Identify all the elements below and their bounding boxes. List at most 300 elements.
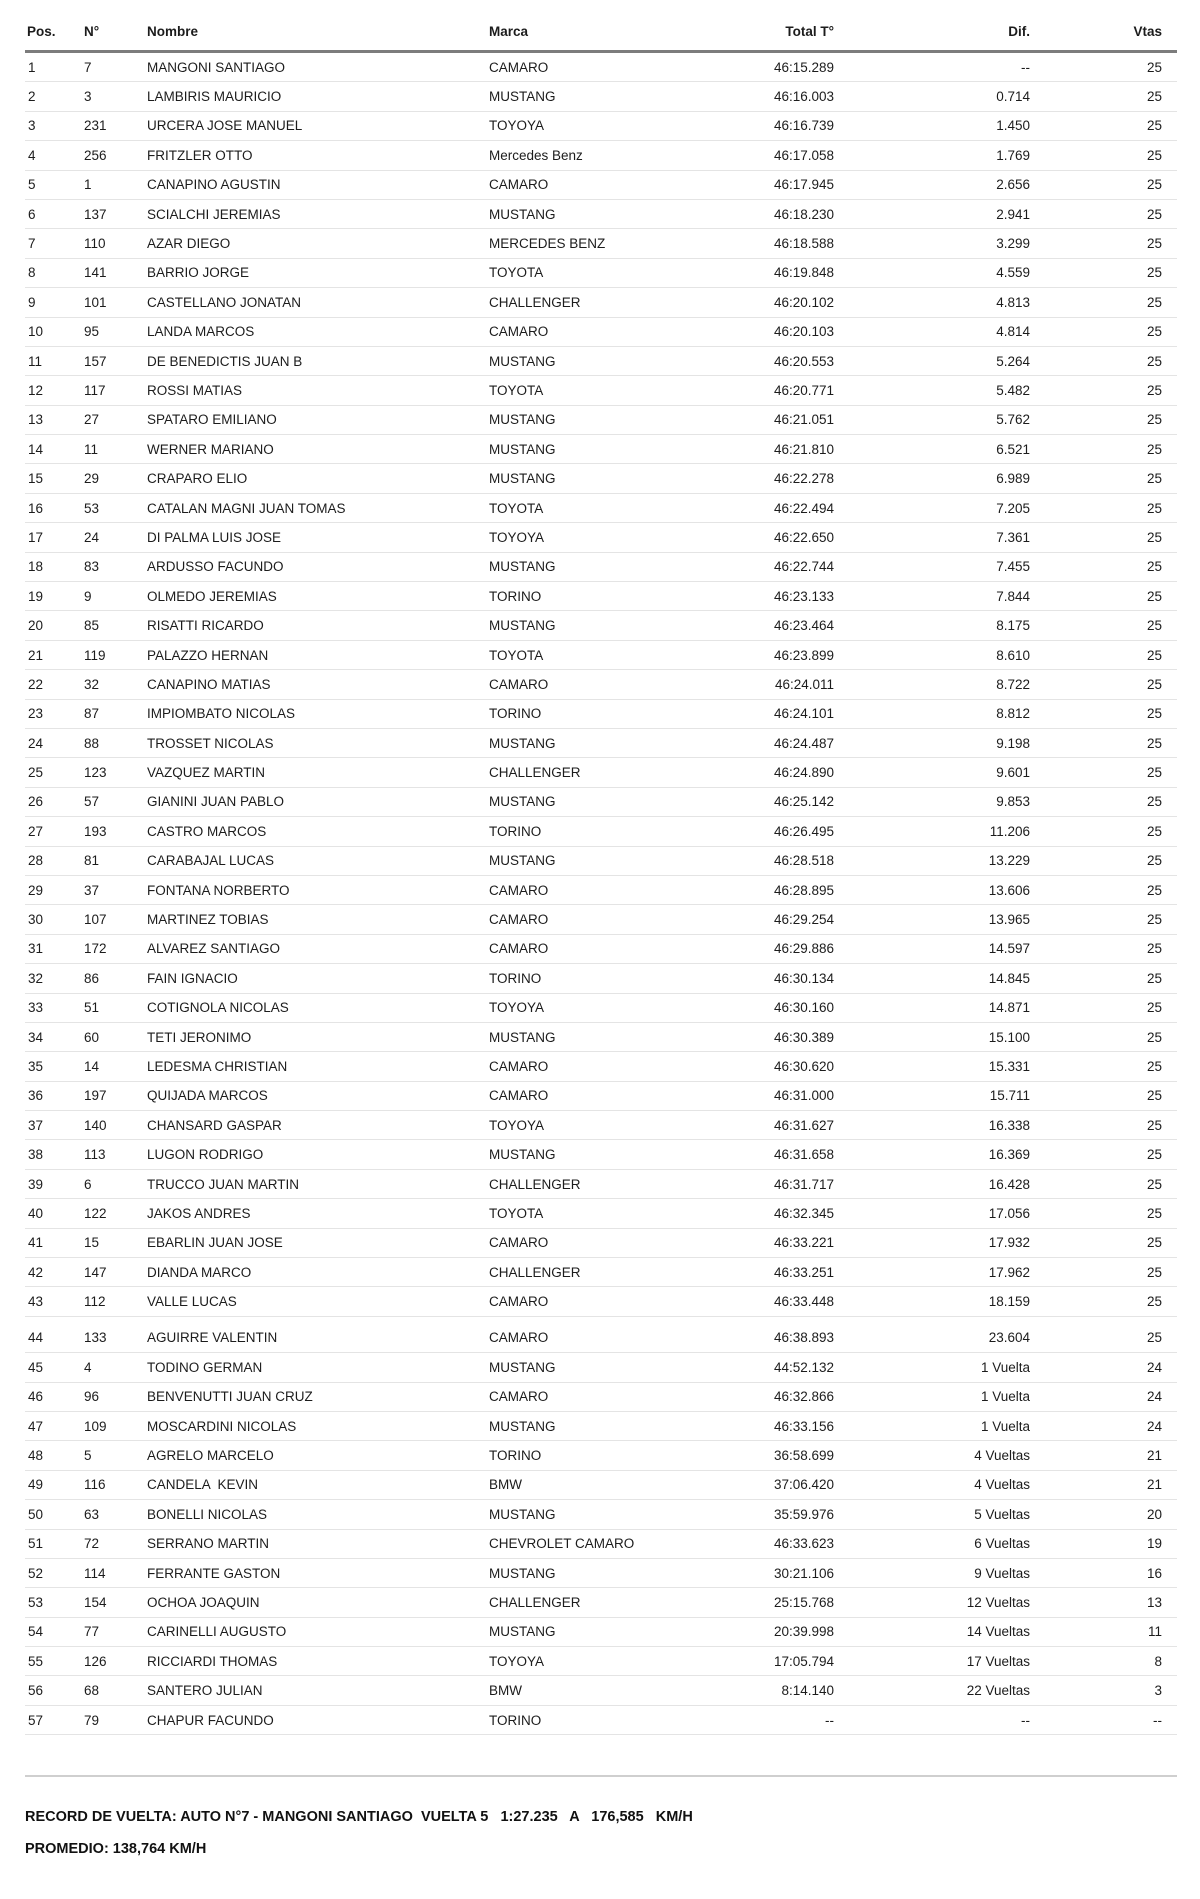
cell-marca: CAMARO	[489, 1294, 549, 1310]
cell-total: 46:30.389	[773, 1029, 834, 1045]
cell-pos: 4	[28, 147, 36, 163]
cell-marca: CAMARO	[489, 59, 549, 75]
cell-total: 46:31.627	[773, 1117, 834, 1133]
table-row	[25, 112, 1177, 141]
cell-total: 44:52.132	[773, 1359, 834, 1375]
cell-nombre: TODINO GERMAN	[147, 1359, 263, 1375]
cell-num: 83	[84, 559, 100, 575]
cell-pos: 22	[28, 676, 44, 692]
cell-dif: 17.932	[988, 1235, 1030, 1251]
table-row	[25, 1647, 1177, 1676]
cell-num: 85	[84, 618, 100, 634]
bottom-divider	[25, 1775, 1177, 1777]
cell-dif: 9 Vueltas	[974, 1565, 1030, 1581]
cell-num: 133	[84, 1330, 107, 1346]
cell-num: 3	[84, 89, 92, 105]
table-row	[25, 1353, 1177, 1382]
table-row	[25, 1052, 1177, 1081]
cell-marca: Mercedes Benz	[489, 147, 583, 163]
cell-num: 109	[84, 1418, 107, 1434]
cell-vtas: 25	[1146, 1264, 1162, 1280]
cell-pos: 24	[28, 735, 44, 751]
cell-pos: 12	[28, 382, 44, 398]
table-row	[25, 1471, 1177, 1500]
cell-pos: 35	[28, 1058, 44, 1074]
cell-dif: 14.845	[988, 970, 1030, 986]
cell-num: 87	[84, 706, 100, 722]
cell-pos: 10	[28, 324, 44, 340]
cell-pos: 6	[28, 206, 36, 222]
cell-marca: MUSTANG	[489, 441, 556, 457]
table-row	[25, 582, 1177, 611]
cell-nombre: OLMEDO JEREMIAS	[147, 588, 277, 604]
cell-dif: 13.606	[988, 882, 1030, 898]
cell-marca: CAMARO	[489, 912, 549, 928]
table-row	[25, 435, 1177, 464]
cell-pos: 40	[28, 1205, 44, 1221]
column-header-nombre: Nombre	[147, 24, 199, 39]
lap-record-line: RECORD DE VUELTA: AUTO N°7 - MANGONI SANTIAGO VUELTA 5 1:27.235 A 176,585 KM/H	[25, 1809, 693, 1826]
cell-dif: 14.597	[988, 941, 1030, 957]
cell-marca: CAMARO	[489, 882, 549, 898]
cell-pos: 17	[28, 529, 44, 545]
cell-nombre: CARINELLI AUGUSTO	[147, 1624, 287, 1640]
cell-nombre: CANAPINO MATIAS	[147, 676, 271, 692]
table-row	[25, 1229, 1177, 1258]
cell-pos: 9	[28, 294, 36, 310]
cell-dif: 9.198	[996, 735, 1030, 751]
cell-vtas: 25	[1146, 1330, 1162, 1346]
cell-total: 37:06.420	[773, 1477, 834, 1493]
cell-vtas: 25	[1146, 970, 1162, 986]
cell-pos: 55	[28, 1653, 44, 1669]
cell-vtas: 25	[1146, 1029, 1162, 1045]
cell-dif: 8.812	[996, 706, 1030, 722]
cell-dif: 6.521	[996, 441, 1030, 457]
cell-vtas: 11	[1147, 1624, 1162, 1640]
cell-total: 46:23.899	[773, 647, 834, 663]
column-header-pos: Pos.	[27, 24, 56, 39]
cell-nombre: BENVENUTTI JUAN CRUZ	[147, 1389, 313, 1405]
cell-pos: 14	[28, 441, 44, 457]
cell-dif: 4.814	[996, 324, 1030, 340]
cell-total: 46:23.464	[773, 618, 834, 634]
cell-vtas: 25	[1146, 735, 1162, 751]
cell-marca: TORINO	[489, 823, 542, 839]
table-row	[25, 876, 1177, 905]
cell-total: 46:33.251	[773, 1264, 834, 1280]
cell-marca: CHALLENGER	[489, 1176, 581, 1192]
cell-total: 46:24.890	[773, 765, 834, 781]
cell-vtas: 25	[1146, 706, 1162, 722]
column-header-dif: Dif.	[1008, 24, 1030, 39]
cell-nombre: RICCIARDI THOMAS	[147, 1653, 278, 1669]
cell-dif: 17 Vueltas	[966, 1653, 1030, 1669]
cell-num: 96	[84, 1389, 100, 1405]
cell-total: 46:33.448	[773, 1294, 834, 1310]
cell-marca: TOYOTA	[489, 1205, 544, 1221]
table-row	[25, 935, 1177, 964]
cell-num: 112	[84, 1294, 106, 1310]
cell-pos: 23	[28, 706, 44, 722]
cell-marca: MUSTANG	[489, 1418, 556, 1434]
cell-nombre: CANDELA KEVIN	[147, 1477, 259, 1493]
cell-pos: 54	[28, 1624, 44, 1640]
cell-nombre: JAKOS ANDRES	[147, 1205, 251, 1221]
cell-marca: CAMARO	[489, 1330, 549, 1346]
cell-marca: MUSTANG	[489, 353, 556, 369]
cell-num: 53	[84, 500, 100, 516]
table-row	[25, 171, 1177, 200]
cell-marca: MUSTANG	[489, 1147, 556, 1163]
table-row	[25, 758, 1177, 787]
cell-vtas: 21	[1146, 1477, 1162, 1493]
cell-nombre: DI PALMA LUIS JOSE	[147, 529, 282, 545]
table-row	[25, 523, 1177, 552]
cell-nombre: VAZQUEZ MARTIN	[147, 765, 266, 781]
cell-total: 46:31.658	[773, 1147, 834, 1163]
cell-nombre: EBARLIN JUAN JOSE	[147, 1235, 283, 1251]
table-row	[25, 1618, 1177, 1647]
average-speed-line: PROMEDIO: 138,764 KM/H	[25, 1841, 207, 1858]
table-row	[25, 200, 1177, 229]
cell-vtas: 25	[1146, 1000, 1162, 1016]
cell-nombre: ARDUSSO FACUNDO	[147, 559, 284, 575]
cell-dif: 1 Vuelta	[980, 1359, 1030, 1375]
cell-num: 5	[84, 1448, 92, 1464]
cell-total: 46:33.221	[773, 1235, 834, 1251]
cell-pos: 41	[28, 1235, 44, 1251]
cell-marca: MUSTANG	[489, 89, 556, 105]
cell-nombre: FAIN IGNACIO	[147, 970, 238, 986]
cell-marca: CHALLENGER	[489, 1595, 581, 1610]
cell-pos: 48	[28, 1448, 44, 1464]
cell-marca: CAMARO	[489, 941, 549, 957]
table-row	[25, 464, 1177, 493]
cell-num: 114	[84, 1565, 106, 1581]
cell-vtas: 25	[1146, 1117, 1162, 1133]
table-row	[25, 406, 1177, 435]
cell-dif: 15.711	[989, 1088, 1030, 1104]
cell-num: 95	[84, 324, 100, 340]
cell-dif: 9.853	[996, 794, 1030, 810]
table-row	[25, 1287, 1177, 1316]
cell-nombre: CASTELLANO JONATAN	[147, 294, 302, 310]
cell-total: 46:15.289	[773, 59, 834, 75]
table-row	[25, 141, 1177, 170]
cell-vtas: 25	[1146, 441, 1162, 457]
table-row	[25, 670, 1177, 699]
cell-pos: 26	[28, 794, 44, 810]
cell-marca: CAMARO	[489, 1235, 549, 1251]
table-row	[25, 1441, 1177, 1470]
cell-vtas: 25	[1146, 794, 1162, 810]
cell-pos: 16	[28, 500, 44, 516]
cell-num: 107	[84, 912, 107, 928]
cell-num: 141	[84, 265, 107, 281]
cell-nombre: QUIJADA MARCOS	[147, 1088, 268, 1104]
cell-marca: MUSTANG	[489, 1565, 556, 1581]
cell-total: 46:22.494	[773, 500, 834, 516]
cell-total: 46:23.133	[773, 588, 834, 604]
cell-num: 15	[84, 1235, 100, 1251]
cell-pos: 32	[28, 970, 44, 986]
cell-marca: TOYOYA	[489, 1000, 545, 1016]
cell-num: 72	[84, 1536, 100, 1552]
cell-marca: MUSTANG	[489, 559, 556, 575]
cell-nombre: AGRELO MARCELO	[147, 1448, 274, 1464]
cell-marca: MUSTANG	[489, 206, 556, 222]
cell-nombre: SANTERO JULIAN	[147, 1683, 263, 1699]
cell-pos: 33	[28, 1000, 44, 1016]
cell-pos: 39	[28, 1176, 44, 1192]
cell-pos: 49	[28, 1477, 44, 1493]
cell-vtas: 25	[1146, 853, 1162, 869]
table-row	[25, 1111, 1177, 1140]
cell-num: 81	[84, 853, 100, 869]
cell-total: 46:33.623	[773, 1536, 834, 1552]
cell-dif: 15.331	[988, 1058, 1030, 1074]
cell-num: 1	[84, 177, 92, 193]
cell-nombre: COTIGNOLA NICOLAS	[147, 1000, 289, 1016]
cell-pos: 36	[28, 1088, 44, 1104]
table-row	[25, 1023, 1177, 1052]
table-row	[25, 1412, 1177, 1441]
cell-dif: 3.299	[996, 236, 1030, 252]
cell-dif: 4.813	[996, 294, 1030, 310]
cell-nombre: CHAPUR FACUNDO	[147, 1712, 274, 1728]
cell-vtas: 25	[1146, 59, 1162, 75]
cell-total: 46:17.058	[773, 147, 834, 163]
cell-vtas: 8	[1154, 1653, 1162, 1669]
cell-marca: MUSTANG	[489, 471, 556, 487]
cell-num: 57	[84, 794, 100, 810]
cell-dif: 4.559	[996, 265, 1030, 281]
cell-nombre: PALAZZO HERNAN	[147, 647, 269, 663]
cell-nombre: CARABAJAL LUCAS	[147, 853, 275, 869]
cell-dif: 11.206	[989, 823, 1030, 839]
cell-num: 137	[84, 206, 107, 222]
cell-pos: 18	[28, 559, 44, 575]
cell-total: 46:22.278	[773, 471, 834, 487]
cell-vtas: 25	[1146, 118, 1162, 134]
cell-vtas: 25	[1146, 676, 1162, 692]
cell-nombre: ROSSI MATIAS	[147, 382, 243, 398]
cell-pos: 53	[28, 1595, 44, 1610]
cell-nombre: OCHOA JOAQUIN	[147, 1595, 260, 1610]
cell-total: 46:18.230	[773, 206, 834, 222]
cell-nombre: CHANSARD GASPAR	[147, 1117, 282, 1133]
cell-pos: 19	[28, 588, 44, 604]
table-row	[25, 700, 1177, 729]
cell-marca: BMW	[489, 1477, 522, 1493]
cell-num: 27	[84, 412, 100, 428]
table-row	[25, 494, 1177, 523]
cell-total: 46:17.945	[773, 177, 834, 193]
table-row	[25, 229, 1177, 258]
cell-marca: TOYOTA	[489, 265, 544, 281]
cell-vtas: 20	[1146, 1506, 1162, 1522]
cell-num: 68	[84, 1683, 100, 1699]
cell-pos: 29	[28, 882, 44, 898]
cell-num: 6	[84, 1176, 92, 1192]
cell-pos: 43	[28, 1294, 44, 1310]
cell-marca: TOYOYA	[489, 1653, 545, 1669]
cell-total: 46:30.134	[773, 970, 834, 986]
table-row	[25, 1082, 1177, 1111]
cell-marca: CAMARO	[489, 324, 549, 340]
cell-dif: 17.056	[988, 1205, 1030, 1221]
cell-total: 46:26.495	[773, 823, 834, 839]
cell-dif: 13.965	[988, 912, 1030, 928]
cell-num: 172	[84, 941, 107, 957]
cell-dif: 6 Vueltas	[974, 1536, 1030, 1552]
cell-nombre: CANAPINO AGUSTIN	[147, 177, 281, 193]
cell-dif: 1.769	[996, 147, 1030, 163]
cell-marca: MUSTANG	[489, 1359, 556, 1375]
cell-dif: 22 Vueltas	[966, 1683, 1030, 1699]
cell-dif: 14 Vueltas	[966, 1624, 1030, 1640]
cell-num: 231	[84, 118, 107, 134]
cell-nombre: LUGON RODRIGO	[147, 1147, 264, 1163]
cell-marca: TOYOYA	[489, 1117, 545, 1133]
cell-marca: CAMARO	[489, 676, 549, 692]
cell-nombre: RISATTI RICARDO	[147, 618, 264, 634]
cell-total: 46:32.866	[773, 1389, 834, 1405]
cell-num: 193	[84, 823, 107, 839]
cell-marca: CHEVROLET CAMARO	[489, 1536, 635, 1552]
cell-num: 147	[84, 1264, 107, 1280]
cell-num: 9	[84, 588, 92, 604]
race-results-sheet	[25, 17, 1177, 1858]
cell-nombre: TETI JERONIMO	[147, 1029, 252, 1045]
results-rows	[25, 53, 1177, 1735]
column-header-total: Total T°	[785, 24, 834, 39]
cell-pos: 20	[28, 618, 44, 634]
cell-marca: TOYOTA	[489, 500, 544, 516]
cell-total: 46:30.160	[773, 1000, 834, 1016]
cell-pos: 1	[28, 59, 36, 75]
cell-nombre: FRITZLER OTTO	[147, 147, 253, 163]
cell-vtas: 16	[1146, 1565, 1162, 1581]
table-row	[25, 1383, 1177, 1412]
cell-marca: BMW	[489, 1683, 522, 1699]
table-row	[25, 1324, 1177, 1353]
cell-nombre: ALVAREZ SANTIAGO	[147, 941, 281, 957]
cell-marca: TORINO	[489, 588, 542, 604]
cell-nombre: TROSSET NICOLAS	[147, 735, 274, 751]
cell-nombre: CATALAN MAGNI JUAN TOMAS	[147, 500, 346, 516]
cell-pos: 28	[28, 853, 44, 869]
cell-num: 14	[84, 1058, 100, 1074]
cell-nombre: LAMBIRIS MAURICIO	[147, 89, 282, 105]
table-row	[25, 1676, 1177, 1705]
cell-vtas: 13	[1146, 1595, 1162, 1610]
cell-pos: 25	[28, 765, 44, 781]
results-table-header	[25, 17, 1177, 53]
cell-total: --	[825, 1712, 834, 1728]
cell-dif: --	[1021, 1712, 1030, 1728]
cell-vtas: 25	[1146, 559, 1162, 575]
cell-nombre: SPATARO EMILIANO	[147, 412, 277, 428]
cell-vtas: 25	[1146, 647, 1162, 663]
cell-vtas: 25	[1146, 941, 1162, 957]
cell-pos: 13	[28, 412, 44, 428]
cell-total: 46:18.588	[773, 236, 834, 252]
cell-dif: 4 Vueltas	[974, 1477, 1030, 1493]
cell-vtas: 25	[1146, 1294, 1162, 1310]
table-row	[25, 905, 1177, 934]
cell-dif: 4 Vueltas	[974, 1448, 1030, 1464]
summary-footer	[25, 1808, 1177, 1858]
cell-num: 123	[84, 765, 107, 781]
cell-total: 46:20.553	[773, 353, 834, 369]
cell-dif: 1 Vuelta	[980, 1389, 1030, 1405]
table-row	[25, 641, 1177, 670]
cell-dif: 6.989	[996, 471, 1030, 487]
cell-marca: CAMARO	[489, 1389, 549, 1405]
cell-marca: MUSTANG	[489, 794, 556, 810]
cell-dif: 17.962	[988, 1264, 1030, 1280]
cell-dif: 1.450	[996, 118, 1030, 134]
cell-total: 46:16.003	[773, 89, 834, 105]
cell-marca: CAMARO	[489, 1088, 549, 1104]
cell-dif: 2.656	[996, 177, 1030, 193]
cell-marca: CHALLENGER	[489, 1264, 581, 1280]
table-row	[25, 553, 1177, 582]
cell-total: 46:30.620	[773, 1058, 834, 1074]
cell-nombre: SCIALCHI JEREMIAS	[147, 206, 281, 222]
table-row	[25, 994, 1177, 1023]
cell-dif: 8.610	[996, 647, 1030, 663]
cell-total: 46:20.102	[773, 294, 834, 310]
cell-marca: TOYOTA	[489, 647, 544, 663]
cell-nombre: SERRANO MARTIN	[147, 1536, 270, 1552]
cell-pos: 34	[28, 1029, 44, 1045]
cell-dif: 5.482	[996, 382, 1030, 398]
cell-vtas: 25	[1146, 618, 1162, 634]
cell-num: 119	[84, 647, 106, 663]
cell-vtas: 24	[1146, 1389, 1162, 1405]
table-row	[25, 1500, 1177, 1529]
cell-marca: MUSTANG	[489, 1624, 556, 1640]
cell-total: 25:15.768	[773, 1595, 834, 1610]
table-row	[25, 53, 1177, 82]
cell-nombre: IMPIOMBATO NICOLAS	[147, 706, 296, 722]
cell-marca: MUSTANG	[489, 618, 556, 634]
cell-num: 7	[84, 59, 92, 75]
table-row	[25, 1530, 1177, 1559]
cell-marca: MUSTANG	[489, 853, 556, 869]
cell-num: 122	[84, 1205, 107, 1221]
cell-total: 46:33.156	[773, 1418, 834, 1434]
cell-num: 60	[84, 1029, 100, 1045]
cell-vtas: 25	[1146, 765, 1162, 781]
cell-vtas: 25	[1146, 1205, 1162, 1221]
cell-vtas: 25	[1146, 147, 1162, 163]
cell-num: 29	[84, 471, 100, 487]
cell-marca: MUSTANG	[489, 1029, 556, 1045]
cell-marca: MUSTANG	[489, 1506, 556, 1522]
cell-marca: CHALLENGER	[489, 294, 581, 310]
cell-pos: 51	[28, 1536, 44, 1552]
cell-pos: 45	[28, 1359, 44, 1375]
cell-num: 24	[84, 529, 100, 545]
cell-vtas: 25	[1146, 412, 1162, 428]
cell-total: 46:28.895	[773, 882, 834, 898]
cell-marca: TOYOTA	[489, 382, 544, 398]
cell-num: 4	[84, 1359, 92, 1375]
